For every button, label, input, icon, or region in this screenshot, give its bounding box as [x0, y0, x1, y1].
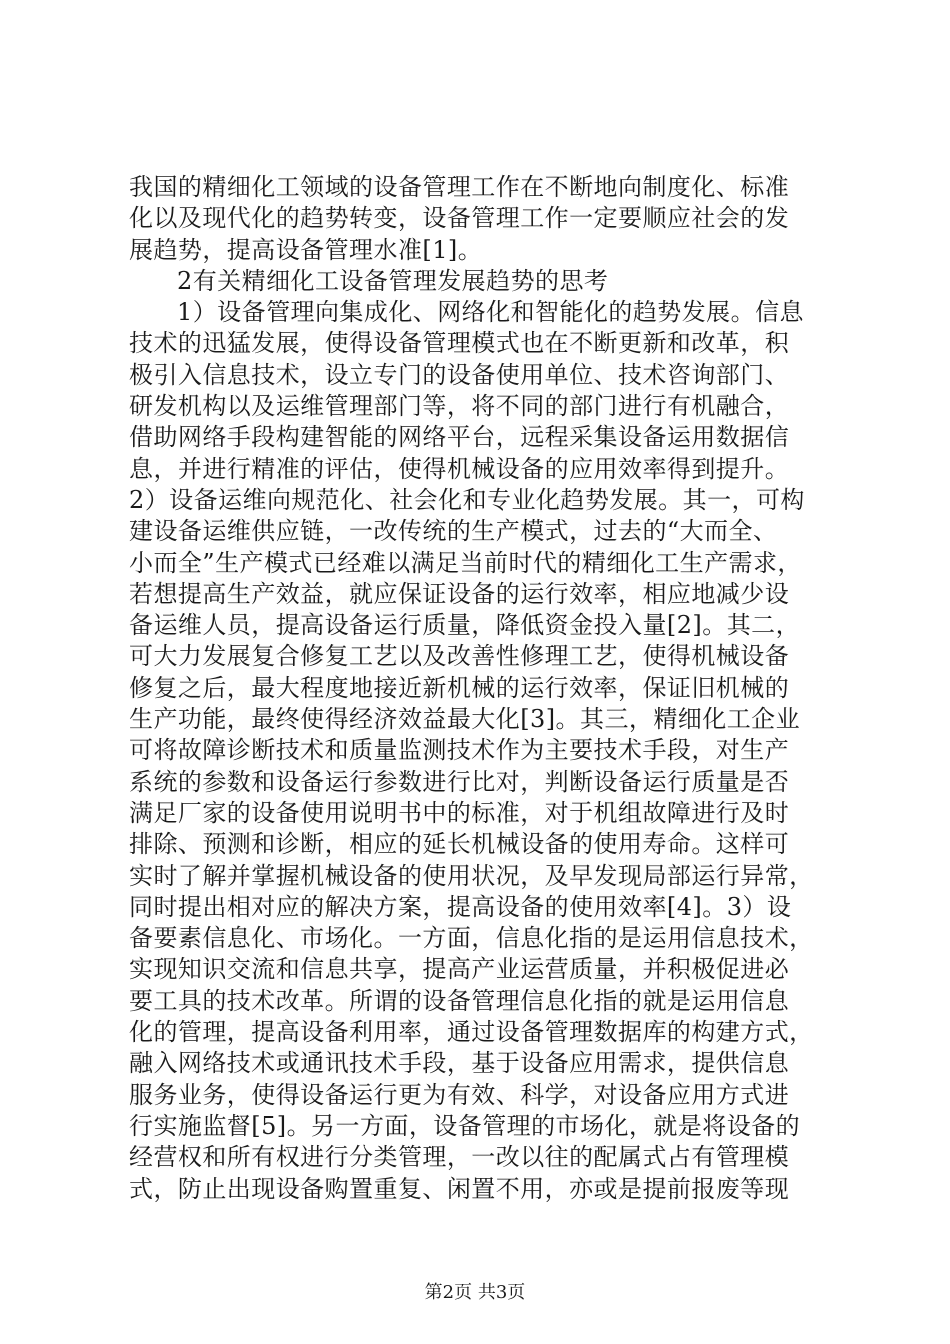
text-line: 备要素信息化、市场化。一方面，信息化指的是运用信息技术， [129, 924, 814, 953]
text-line: 我国的精细化工领域的设备管理工作在不断地向制度化、标准 [129, 173, 790, 201]
text-line: 系统的参数和设备运行参数进行比对，判断设备运行质量是否 [129, 767, 790, 796]
text-line: 化以及现代化的趋势转变，设备管理工作一定要顺应社会的发 [129, 204, 790, 233]
text-line: 小而全”生产模式已经难以满足当前时代的精细化工生产需求， [129, 548, 802, 577]
text-line: 排除、预测和诊断，相应的延长机械设备的使用寿命。这样可 [129, 830, 790, 859]
text-line: 化的管理，提高设备利用率，通过设备管理数据库的构建方式， [129, 1018, 814, 1047]
text-line: 可将故障诊断技术和质量监测技术作为主要技术手段，对生产 [129, 736, 790, 765]
text-line: 备运维人员，提高设备运行质量，降低资金投入量[2]。其二， [129, 611, 801, 640]
text-line: 技术的迅猛发展，使得设备管理模式也在不断更新和改革，积 [129, 329, 790, 358]
text-line: 同时提出相对应的解决方案，提高设备的使用效率[4]。3）设 [129, 892, 792, 921]
text-line: 息，并进行精准的评估，使得机械设备的应用效率得到提升。 [129, 454, 790, 483]
text-line: 2有关精细化工设备管理发展趋势的思考 [177, 266, 609, 295]
text-line: 实时了解并掌握机械设备的使用状况，及早发现局部运行异常， [129, 861, 814, 890]
text-line: 要工具的技术改革。所谓的设备管理信息化指的就是运用信息 [129, 986, 790, 1015]
text-line: 2）设备运维向规范化、社会化和专业化趋势发展。其一，可构 [129, 485, 805, 514]
text-line: 研发机构以及运维管理部门等，将不同的部门进行有机融合， [129, 392, 790, 421]
text-line: 实现知识交流和信息共享，提高产业运营质量，并积极促进必 [129, 955, 790, 984]
text-line: 展趋势，提高设备管理水准[1]。 [129, 235, 483, 264]
text-line: 极引入信息技术，设立专门的设备使用单位、技术咨询部门、 [129, 360, 790, 389]
text-line: 融入网络技术或通讯技术手段，基于设备应用需求，提供信息 [129, 1049, 790, 1078]
text-line: 若想提高生产效益，就应保证设备的运行效率，相应地减少设 [129, 579, 790, 608]
body-text [129, 172, 841, 1205]
text-line: 行实施监督[5]。另一方面，设备管理的市场化，就是将设备的 [129, 1111, 801, 1140]
page-footer: 第2页 共3页 [424, 1282, 526, 1303]
text-line: 借助网络手段构建智能的网络平台，远程采集设备运用数据信 [129, 423, 790, 452]
text-line: 生产功能，最终使得经济效益最大化[3]。其三，精细化工企业 [129, 705, 801, 734]
text-line: 满足厂家的设备使用说明书中的标准，对于机组故障进行及时 [129, 798, 790, 827]
text-line: 服务业务，使得设备运行更为有效、科学，对设备应用方式进 [129, 1080, 790, 1109]
text-line: 式，防止出现设备购置重复、闲置不用，亦或是提前报废等现 [129, 1174, 790, 1203]
text-line: 建设备运维供应链，一改传统的生产模式，过去的“大而全、 [129, 517, 778, 546]
text-line: 1）设备管理向集成化、网络化和智能化的趋势发展。信息 [177, 298, 804, 327]
text-line: 可大力发展复合修复工艺以及改善性修理工艺，使得机械设备 [129, 642, 790, 671]
text-line: 修复之后，最大程度地接近新机械的运行效率，保证旧机械的 [129, 673, 790, 702]
text-line: 经营权和所有权进行分类管理，一改以往的配属式占有管理模 [129, 1143, 790, 1172]
